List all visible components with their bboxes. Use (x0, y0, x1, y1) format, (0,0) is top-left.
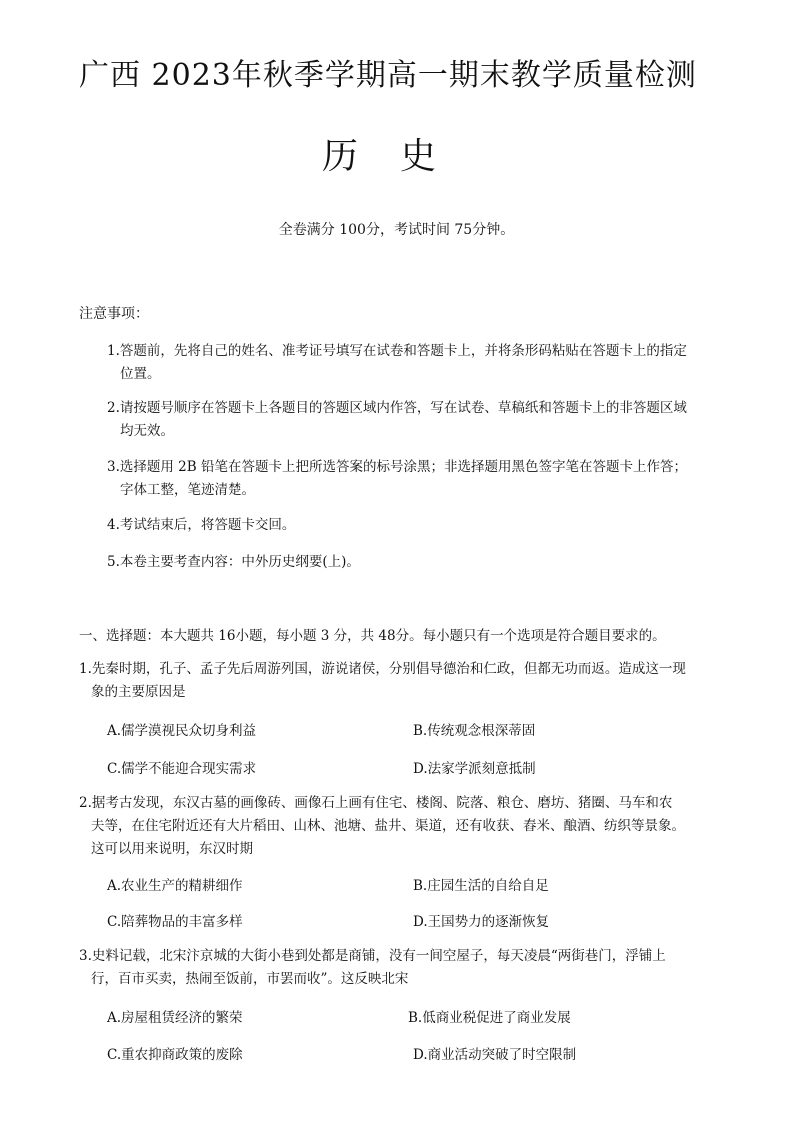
q2-option-a: A.农业生产的精耕细作 (107, 878, 243, 894)
subject-char-1: 历 (322, 136, 359, 177)
q3-option-a: A.房屋租赁经济的繁荣 (107, 1010, 243, 1026)
exam-meta: 全卷满分 100分，考试时间 75分钟。 (278, 222, 515, 238)
q1-option-d: D.法家学派刻意抵制 (413, 761, 536, 777)
notice-item-2: 2.请按题号顺序在答题卡上各题目的答题区域内作答，写在试卷、草稿纸和答题卡上的非答题区域 均无效。 (107, 400, 687, 439)
notice-heading: 注意事项： (79, 306, 149, 322)
notice-item-5: 5.本卷主要考查内容：中外历史纲要(上)。 (107, 554, 360, 570)
subject-char-2: 史 (400, 136, 437, 177)
q2-option-c: C.陪葬物品的丰富多样 (107, 914, 243, 930)
q1-option-b: B.传统观念根深蒂固 (413, 723, 536, 739)
q3-option-d: D.商业活动突破了时空限制 (413, 1047, 577, 1063)
notice-item-3: 3.选择题用 2B 铅笔在答题卡上把所选答案的标号涂黑；非选择题用黑色签字笔在答题卡上作答； 字体工整，笔迹清楚。 (107, 459, 687, 498)
q1-option-a: A.儒学漠视民众切身利益 (107, 723, 257, 739)
question-2-stem: 2.据考古发现，东汉古墓的画像砖、画像石上画有住宅、楼阁、院落、粮仓、磨坊、猪圈、马车和农 夫等，在住宅附近还有大片稻田、山林、池塘、盐井、渠道，还有收获、舂米、酿酒、纺织等景象。 这可以用来说明，东汉时期 (79, 795, 685, 857)
q2-option-b: B.庄园生活的自给自足 (413, 878, 549, 894)
notice-item-1: 1.答题前，先将自己的姓名、准考证号填写在试卷和答题卡上，并将条形码粘贴在答题卡上的指定 位置。 (107, 343, 687, 382)
question-3-stem: 3.史料记载，北宋汴京城的大街小巷到处都是商铺，没有一间空屋子，每天凌晨“两街巷门，浮铺上 行，百市买卖，热闹至饭前，市罢而收”。这反映北宋 (79, 948, 666, 987)
notice-item-4: 4.考试结束后，将答题卡交回。 (107, 517, 296, 533)
subject-title (322, 128, 436, 179)
q3-option-b: B.低商业税促进了商业发展 (408, 1010, 571, 1026)
section-heading: 一、选择题：本大题共 16小题，每小题 3 分，共 48分。每小题只有一个选项是符合题目要求的。 (79, 628, 666, 644)
q2-option-d: D.王国势力的逐渐恢复 (413, 914, 550, 930)
question-1-stem: 1.先秦时期，孔子、孟子先后周游列国，游说诸侯，分别倡导德治和仁政，但都无功而返。造成这一现 象的主要原因是 (79, 661, 686, 700)
exam-title: 广西 2023年秋季学期高一期末教学质量检测 (79, 58, 697, 93)
q1-option-c: C.儒学不能迎合现实需求 (107, 761, 257, 777)
q3-option-c: C.重农抑商政策的废除 (107, 1047, 243, 1063)
